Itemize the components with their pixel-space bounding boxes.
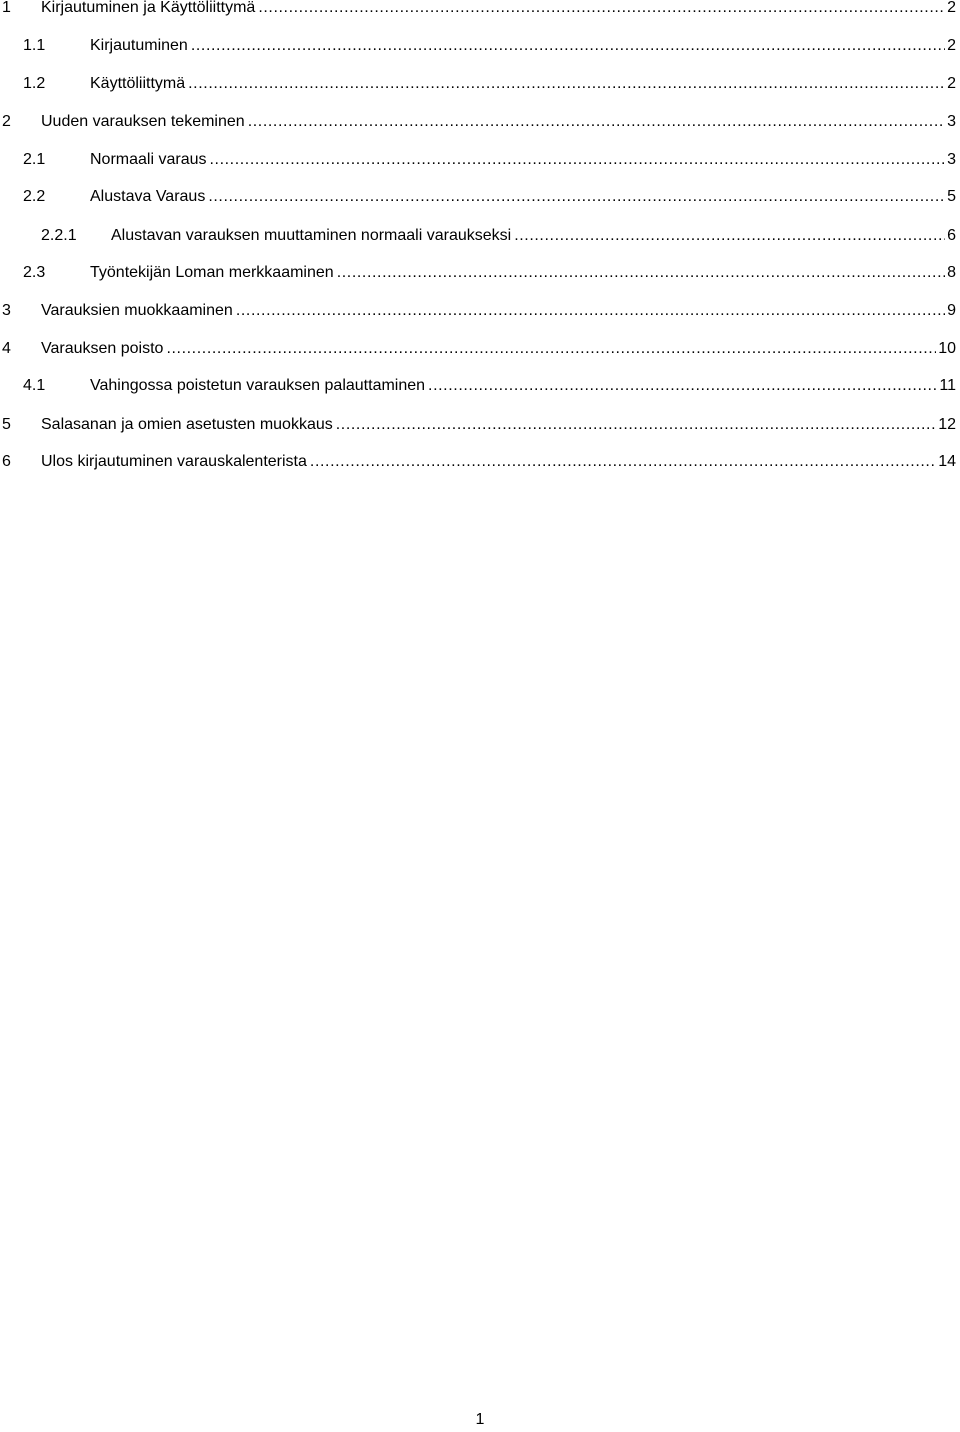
toc-entry-page: 2 [947, 0, 956, 16]
toc-entry[interactable] [0, 148, 960, 172]
toc-entry-page: 2 [947, 37, 956, 54]
toc-entry-number: 2.2 [23, 188, 46, 205]
toc-entry[interactable] [0, 299, 960, 323]
toc-entry-number: 2.2.1 [41, 227, 77, 244]
toc-entry-title: Ulos kirjautuminen varauskalenterista [41, 453, 307, 470]
toc-leader-dots [205, 185, 945, 209]
toc-entry-title: Alustava Varaus [90, 188, 206, 205]
toc-entry-title: Varauksen poisto [41, 340, 164, 357]
toc-entry-title: Kirjautuminen [90, 37, 188, 54]
toc-entry-page: 2 [947, 75, 956, 92]
toc-entry-number: 6 [2, 453, 11, 470]
toc-entry-number: 2.1 [23, 151, 46, 168]
toc-entry-title: Vahingossa poistetun varauksen palauttaminen [90, 377, 426, 394]
toc-entry-title: Salasanan ja omien asetusten muokkaus [41, 416, 333, 433]
toc-entry-title: Työntekijän Loman merkkaaminen [90, 264, 334, 281]
toc-leader-dots [185, 72, 945, 96]
toc-leader-dots [206, 148, 945, 172]
toc-leader-dots [511, 224, 945, 248]
toc-entry-page: 5 [947, 188, 956, 205]
toc-entry-page: 8 [947, 264, 956, 281]
toc-entry-number: 4.1 [23, 377, 46, 394]
toc-entry-number: 2.3 [23, 264, 46, 281]
toc-entry-number: 1.1 [23, 37, 46, 54]
toc-entry-page: 9 [947, 302, 956, 319]
toc-entry-page: 3 [947, 113, 956, 130]
toc-leader-dots [334, 261, 945, 285]
toc-entry-number: 1.2 [23, 75, 46, 92]
toc-entry-page: 3 [947, 151, 956, 168]
toc-entry[interactable] [0, 72, 960, 96]
toc-entry[interactable] [0, 413, 960, 437]
toc-entry[interactable] [0, 374, 960, 398]
page-number: 1 [475, 1411, 485, 1428]
toc-entry[interactable] [0, 110, 960, 134]
toc-entry-title: Käyttöliittymä [90, 75, 186, 92]
toc-entry[interactable] [0, 261, 960, 285]
toc-entry-page: 6 [947, 227, 956, 244]
toc-leader-dots [233, 299, 945, 323]
toc-entry[interactable] [0, 185, 960, 209]
toc-entry-title: Kirjautuminen ja Käyttöliittymä [41, 0, 256, 16]
toc-entry-title: Uuden varauksen tekeminen [41, 113, 245, 130]
toc-entry[interactable] [0, 0, 960, 20]
toc-entry[interactable] [0, 337, 960, 361]
toc-entry-number: 3 [2, 302, 11, 319]
toc-entry-title: Varauksien muokkaaminen [41, 302, 233, 319]
toc-entry-page: 12 [938, 416, 956, 433]
toc-entry-page: 11 [939, 377, 956, 394]
toc-leader-dots [425, 374, 937, 398]
toc-entry[interactable] [0, 34, 960, 58]
toc-entry-title: Normaali varaus [90, 151, 207, 168]
toc-entry-number: 5 [2, 416, 11, 433]
toc-entry-number: 2 [2, 113, 11, 130]
toc-leader-dots [255, 0, 945, 20]
toc-entry[interactable] [0, 450, 960, 474]
toc-leader-dots [245, 110, 945, 134]
toc-entry-page: 10 [938, 340, 956, 357]
toc-leader-dots [307, 450, 936, 474]
toc-entry-title: Alustavan varauksen muuttaminen normaali varaukseksi [111, 227, 512, 244]
toc-leader-dots [163, 337, 936, 361]
toc-entry-number: 1 [2, 0, 11, 16]
toc-leader-dots [333, 413, 936, 437]
toc-entry[interactable] [0, 224, 960, 248]
toc-leader-dots [188, 34, 945, 58]
toc-entry-page: 14 [938, 453, 956, 470]
toc-entry-number: 4 [2, 340, 11, 357]
